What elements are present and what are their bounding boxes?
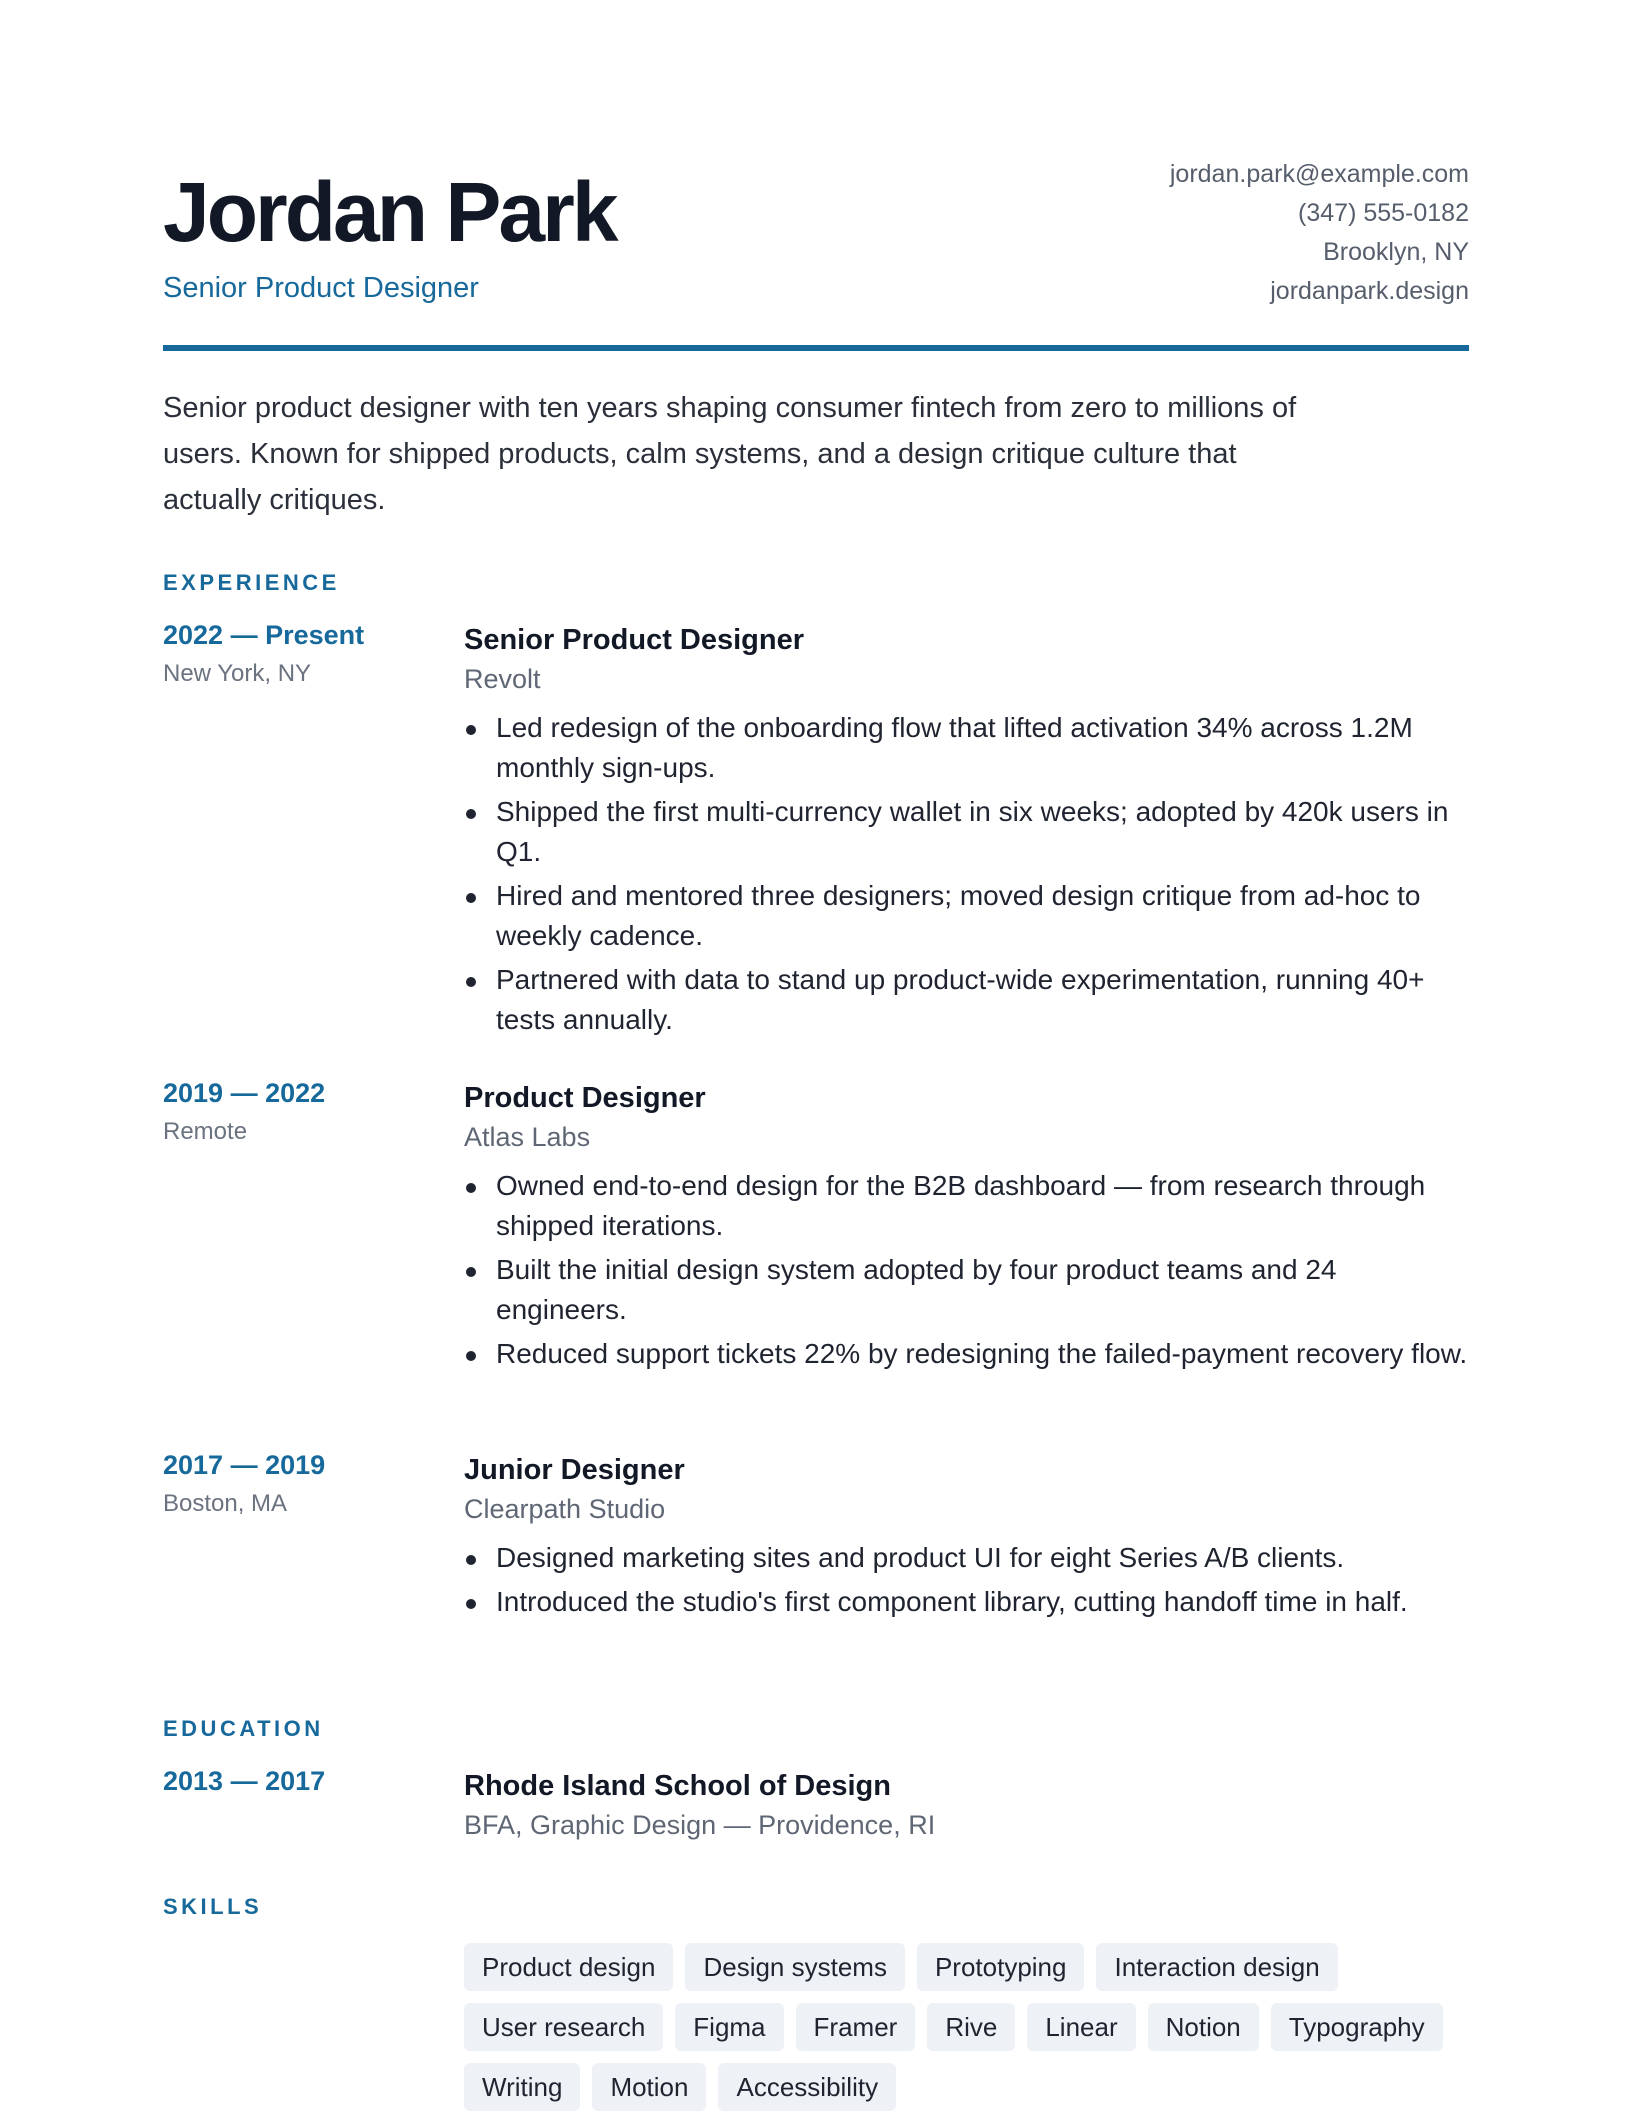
header-divider (163, 345, 1469, 351)
skill-chip: Motion (592, 2063, 706, 2111)
skill-chip: Linear (1027, 2003, 1135, 2051)
skills-row (464, 2063, 1474, 2111)
contact-phone: (347) 555-0182 (1298, 199, 1469, 227)
job-bullets (464, 708, 1469, 1040)
skills-heading: SKILLS (163, 1894, 263, 1919)
job-location: Remote (163, 1118, 248, 1145)
candidate-name: Jordan Park (163, 165, 616, 259)
job-location: Boston, MA (163, 1490, 288, 1517)
skill-chip: Accessibility (718, 2063, 896, 2111)
job-bullet: Introduced the studio's first component library, cutting handoff time in half. (464, 1582, 1469, 1622)
job-bullet: Partnered with data to stand up product-wide experimentation, running 40+ tests annually. (464, 960, 1469, 1040)
job-company: Clearpath Studio (464, 1494, 666, 1524)
job-company: Atlas Labs (464, 1122, 591, 1152)
job-bullet: Owned end-to-end design for the B2B dashboard — from research through shipped iterations. (464, 1166, 1469, 1246)
job-bullet: Built the initial design system adopted by four product teams and 24 engineers. (464, 1250, 1469, 1330)
skill-chip: Framer (796, 2003, 916, 2051)
skill-chip: Typography (1271, 2003, 1443, 2051)
skill-chip: Product design (464, 1943, 673, 1991)
job-bullet: Designed marketing sites and product UI for eight Series A/B clients. (464, 1538, 1469, 1578)
job-location: New York, NY (163, 660, 312, 687)
candidate-role: Senior Product Designer (163, 272, 479, 304)
skill-chip: Figma (675, 2003, 783, 2051)
contact-email[interactable]: jordan.park@example.com (1169, 160, 1469, 188)
job-bullet: Reduced support tickets 22% by redesigning the failed-payment recovery flow. (464, 1334, 1469, 1374)
job-bullet: Hired and mentored three designers; moved design critique from ad-hoc to weekly cadence. (464, 876, 1469, 956)
summary-paragraph: Senior product designer with ten years shaping consumer fintech from zero to millions of users. Known for shipped products, calm systems, and a design critique culture that actually critiques. (163, 392, 1297, 516)
job-content (464, 1450, 1469, 1626)
job-title: Junior Designer (464, 1454, 685, 1486)
job-dates: 2019 — 2022 (163, 1078, 326, 1108)
skills-row (464, 2003, 1474, 2051)
experience-heading: EXPERIENCE (163, 570, 340, 595)
contact-block (1170, 155, 1469, 311)
job-bullet: Led redesign of the onboarding flow that lifted activation 34% across 1.2M monthly sign-ups. (464, 708, 1469, 788)
job-title: Product Designer (464, 1082, 706, 1114)
job-dates: 2022 — Present (163, 620, 365, 650)
job-bullets (464, 1166, 1469, 1374)
job-bullet: Shipped the first multi-currency wallet in six weeks; adopted by 420k users in Q1. (464, 792, 1469, 872)
contact-location: Brooklyn, NY (1323, 238, 1469, 266)
skill-chip: Design systems (685, 1943, 905, 1991)
contact-website[interactable]: jordanpark.design (1270, 277, 1469, 305)
job-content (464, 1078, 1469, 1378)
education-content (464, 1766, 1469, 1842)
job-bullets (464, 1538, 1469, 1622)
skill-chip: User research (464, 2003, 663, 2051)
skills-list (464, 1943, 1474, 2123)
skill-chip: Writing (464, 2063, 580, 2111)
skill-chip: Notion (1148, 2003, 1259, 2051)
job-title: Senior Product Designer (464, 624, 805, 656)
skill-chip: Rive (927, 2003, 1015, 2051)
education-heading: EDUCATION (163, 1716, 324, 1741)
degree: BFA, Graphic Design — Providence, RI (464, 1810, 936, 1840)
job-company: Revolt (464, 664, 541, 694)
school-name: Rhode Island School of Design (464, 1770, 891, 1802)
job-dates: 2017 — 2019 (163, 1450, 326, 1480)
skill-chip: Interaction design (1096, 1943, 1337, 1991)
resume-header (163, 150, 1469, 350)
skill-chip: Prototyping (917, 1943, 1085, 1991)
education-dates: 2013 — 2017 (163, 1766, 326, 1796)
skills-row (464, 1943, 1474, 1991)
job-content (464, 620, 1469, 1044)
